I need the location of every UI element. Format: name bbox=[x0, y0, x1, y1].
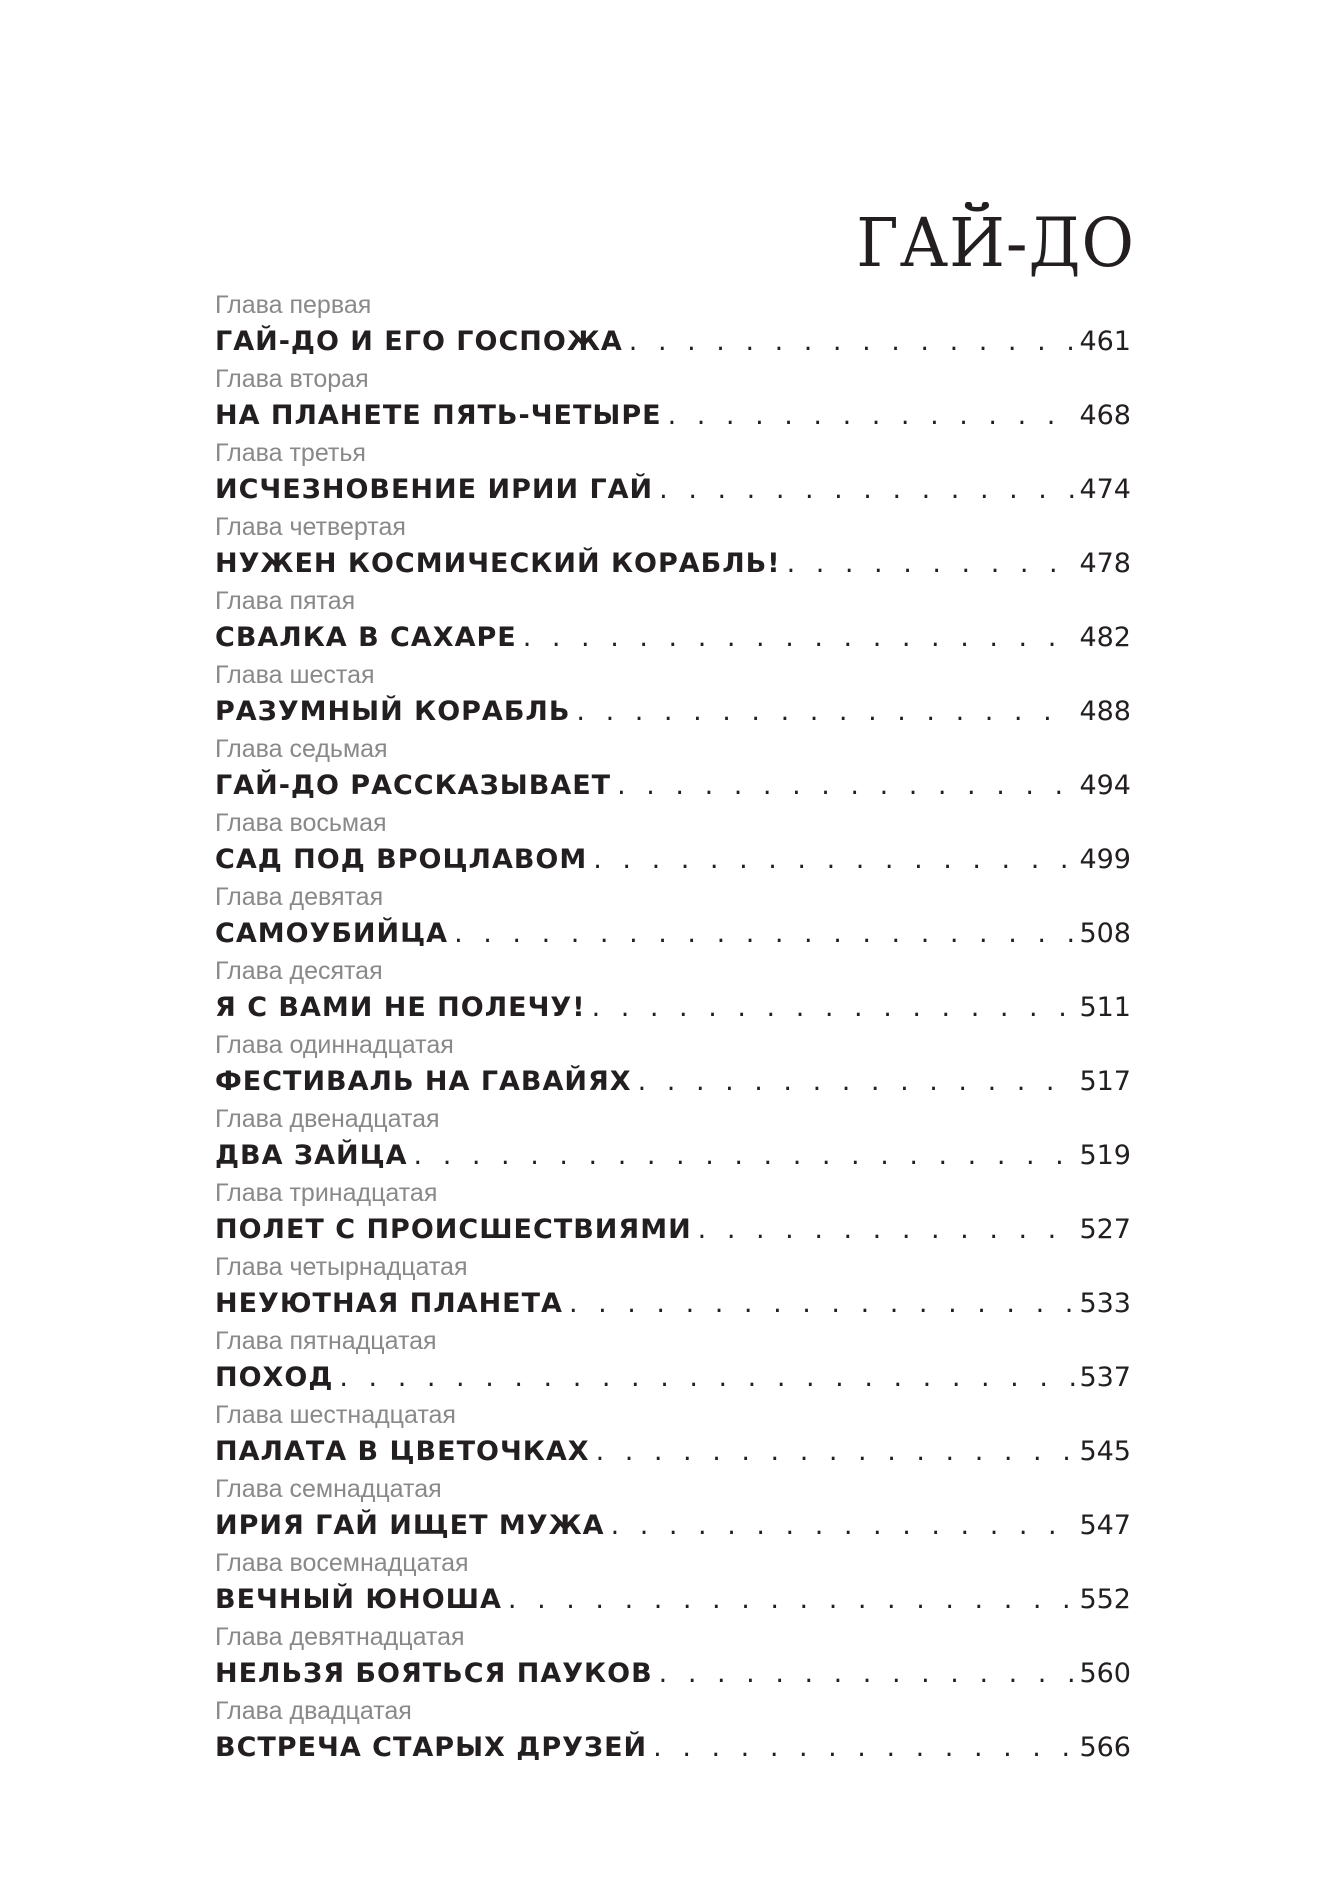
toc-line bbox=[215, 1213, 1131, 1247]
toc-line bbox=[215, 399, 1131, 433]
chapter-label: Глава девятнадцатая bbox=[215, 1623, 465, 1651]
chapter-title: РАЗУМНЫЙ КОРАБЛЬ bbox=[215, 696, 571, 727]
page-number: 566 bbox=[1079, 1732, 1131, 1763]
chapter-title: САМОУБИЙЦА bbox=[215, 918, 449, 949]
toc-line bbox=[215, 991, 1131, 1025]
chapter-title: НА ПЛАНЕТЕ ПЯТЬ-ЧЕТЫРЕ bbox=[215, 400, 662, 431]
toc-line bbox=[215, 843, 1131, 877]
page-number: 468 bbox=[1079, 400, 1131, 431]
dot-leader bbox=[629, 325, 1076, 359]
toc-line bbox=[215, 1509, 1131, 1543]
toc-line bbox=[215, 621, 1131, 655]
chapter-label: Глава шестая bbox=[215, 661, 375, 689]
toc-line bbox=[215, 695, 1131, 729]
page-number: 547 bbox=[1079, 1510, 1131, 1541]
chapter-label: Глава третья bbox=[215, 439, 366, 467]
dot-leader bbox=[638, 1065, 1076, 1099]
table-of-contents bbox=[215, 290, 1131, 1770]
toc-entry[interactable] bbox=[215, 660, 1131, 734]
dot-leader bbox=[454, 917, 1075, 951]
page-number: 560 bbox=[1079, 1658, 1131, 1689]
dot-leader bbox=[596, 1435, 1076, 1469]
chapter-title: Я С ВАМИ НЕ ПОЛЕЧУ! bbox=[215, 992, 586, 1023]
toc-line bbox=[215, 769, 1131, 803]
toc-entry[interactable] bbox=[215, 1326, 1131, 1400]
chapter-title: ГАЙ-ДО РАССКАЗЫВАЕТ bbox=[215, 770, 612, 801]
chapter-label: Глава пятая bbox=[215, 587, 356, 615]
chapter-title: ВЕЧНЫЙ ЮНОША bbox=[215, 1584, 502, 1615]
toc-line bbox=[215, 917, 1131, 951]
chapter-label: Глава первая bbox=[215, 291, 372, 319]
chapter-label: Глава пятнадцатая bbox=[215, 1327, 437, 1355]
toc-entry[interactable] bbox=[215, 1400, 1131, 1474]
dot-leader bbox=[523, 621, 1076, 655]
book-title: ГАЙ-ДО bbox=[856, 205, 1135, 283]
chapter-title: САД ПОД ВРОЦЛАВОМ bbox=[215, 844, 588, 875]
chapter-label: Глава восьмая bbox=[215, 809, 387, 837]
chapter-label: Глава четвертая bbox=[215, 513, 406, 541]
chapter-label: Глава двадцатая bbox=[215, 1697, 412, 1725]
toc-entry[interactable] bbox=[215, 364, 1131, 438]
dot-leader bbox=[339, 1361, 1075, 1395]
dot-leader bbox=[659, 1657, 1076, 1691]
toc-line bbox=[215, 1361, 1131, 1395]
toc-line bbox=[215, 1435, 1131, 1469]
chapter-label: Глава четырнадцатая bbox=[215, 1253, 468, 1281]
page-number: 511 bbox=[1079, 992, 1131, 1023]
toc-entry[interactable] bbox=[215, 290, 1131, 364]
dot-leader bbox=[653, 1731, 1075, 1765]
toc-entry[interactable] bbox=[215, 808, 1131, 882]
page-number: 461 bbox=[1079, 326, 1131, 357]
chapter-title: ПАЛАТА В ЦВЕТОЧКАХ bbox=[215, 1436, 590, 1467]
toc-line bbox=[215, 1657, 1131, 1691]
chapter-title: ГАЙ-ДО И ЕГО ГОСПОЖА bbox=[215, 326, 623, 357]
toc-line bbox=[215, 547, 1131, 581]
chapter-label: Глава шестнадцатая bbox=[215, 1401, 456, 1429]
page-number: 482 bbox=[1079, 622, 1131, 653]
toc-line bbox=[215, 325, 1131, 359]
toc-entry[interactable] bbox=[215, 438, 1131, 512]
toc-entry[interactable] bbox=[215, 1696, 1131, 1770]
chapter-title: ИСЧЕЗНОВЕНИЕ ИРИИ ГАЙ bbox=[215, 474, 654, 505]
dot-leader bbox=[698, 1213, 1076, 1247]
page-number: 478 bbox=[1079, 548, 1131, 579]
page-number: 508 bbox=[1079, 918, 1131, 949]
chapter-label: Глава седьмая bbox=[215, 735, 388, 763]
toc-entry[interactable] bbox=[215, 1030, 1131, 1104]
chapter-title: ИРИЯ ГАЙ ИЩЕТ МУЖА bbox=[215, 1510, 605, 1541]
toc-line bbox=[215, 473, 1131, 507]
chapter-title: ДВА ЗАЙЦА bbox=[215, 1140, 408, 1171]
chapter-title: ВСТРЕЧА СТАРЫХ ДРУЗЕЙ bbox=[215, 1732, 648, 1763]
page-number: 488 bbox=[1079, 696, 1131, 727]
chapter-title: НЕУЮТНАЯ ПЛАНЕТА bbox=[215, 1288, 563, 1319]
dot-leader bbox=[668, 399, 1076, 433]
toc-entry[interactable] bbox=[215, 586, 1131, 660]
page-number: 517 bbox=[1079, 1066, 1131, 1097]
toc-line bbox=[215, 1139, 1131, 1173]
toc-line bbox=[215, 1583, 1131, 1617]
chapter-title: ПОЛЕТ С ПРОИСШЕСТВИЯМИ bbox=[215, 1214, 692, 1245]
dot-leader bbox=[414, 1139, 1076, 1173]
toc-entry[interactable] bbox=[215, 1548, 1131, 1622]
chapter-title: ПОХОД bbox=[215, 1362, 334, 1393]
dot-leader bbox=[508, 1583, 1076, 1617]
toc-line bbox=[215, 1287, 1131, 1321]
chapter-title: НУЖЕН КОСМИЧЕСКИЙ КОРАБЛЬ! bbox=[215, 548, 781, 579]
dot-leader bbox=[659, 473, 1075, 507]
toc-entry[interactable] bbox=[215, 1474, 1131, 1548]
toc-entry[interactable] bbox=[215, 956, 1131, 1030]
chapter-title: НЕЛЬЗЯ БОЯТЬСЯ ПАУКОВ bbox=[215, 1658, 653, 1689]
chapter-label: Глава десятая bbox=[215, 957, 383, 985]
chapter-label: Глава вторая bbox=[215, 365, 369, 393]
toc-entry[interactable] bbox=[215, 734, 1131, 808]
chapter-title: ФЕСТИВАЛЬ НА ГАВАЙЯХ bbox=[215, 1066, 632, 1097]
chapter-label: Глава двенадцатая bbox=[215, 1105, 440, 1133]
dot-leader bbox=[593, 843, 1075, 877]
dot-leader bbox=[611, 1509, 1076, 1543]
page-number: 537 bbox=[1079, 1362, 1131, 1393]
toc-line bbox=[215, 1731, 1131, 1765]
page-number: 552 bbox=[1079, 1584, 1131, 1615]
page-number: 527 bbox=[1079, 1214, 1131, 1245]
page-number: 494 bbox=[1079, 770, 1131, 801]
chapter-label: Глава восемнадцатая bbox=[215, 1549, 469, 1577]
toc-entry[interactable] bbox=[215, 1178, 1131, 1252]
page-number: 499 bbox=[1079, 844, 1131, 875]
toc-line bbox=[215, 1065, 1131, 1099]
chapter-label: Глава тринадцатая bbox=[215, 1179, 438, 1207]
chapter-label: Глава семнадцатая bbox=[215, 1475, 442, 1503]
dot-leader bbox=[787, 547, 1076, 581]
chapter-label: Глава одиннадцатая bbox=[215, 1031, 454, 1059]
dot-leader bbox=[617, 769, 1075, 803]
page-number: 519 bbox=[1079, 1140, 1131, 1171]
page-number: 533 bbox=[1079, 1288, 1131, 1319]
dot-leader bbox=[592, 991, 1076, 1025]
toc-entry[interactable] bbox=[215, 512, 1131, 586]
page-number: 474 bbox=[1079, 474, 1131, 505]
toc-entry[interactable] bbox=[215, 1104, 1131, 1178]
chapter-label: Глава девятая bbox=[215, 883, 384, 911]
chapter-title: СВАЛКА В САХАРЕ bbox=[215, 622, 517, 653]
toc-entry[interactable] bbox=[215, 1622, 1131, 1696]
toc-entry[interactable] bbox=[215, 1252, 1131, 1326]
page-number: 545 bbox=[1079, 1436, 1131, 1467]
dot-leader bbox=[576, 695, 1075, 729]
dot-leader bbox=[569, 1287, 1076, 1321]
toc-entry[interactable] bbox=[215, 882, 1131, 956]
